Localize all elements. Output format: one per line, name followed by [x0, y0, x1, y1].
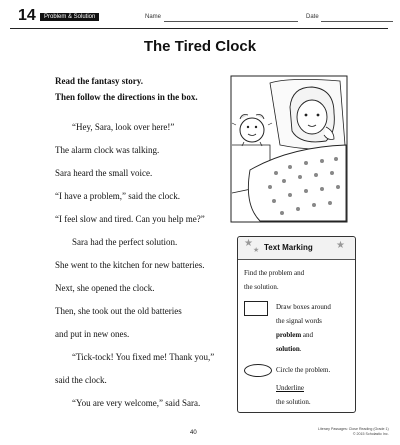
- footer-page-number: 40: [190, 430, 197, 436]
- story-line: said the clock.: [55, 375, 107, 385]
- story-line: “Tick-tock! You fixed me! Thank you,”: [72, 352, 215, 362]
- story-illustration: [230, 75, 348, 223]
- box-direction-line-2: the signal words: [276, 317, 322, 325]
- box-symbol: [244, 301, 268, 316]
- footer-credit-line-2: © 2015 Scholastic Inc.: [352, 432, 389, 436]
- signal-word-problem: problem: [276, 331, 302, 339]
- worksheet-header: [8, 7, 392, 26]
- page-title: The Tired Clock: [143, 38, 257, 55]
- underline-direction: the solution.: [276, 398, 311, 406]
- section-label: Problem & Solution: [40, 13, 99, 21]
- star-icon: ★: [253, 246, 260, 254]
- story-line: She went to the kitchen for new batteries.: [55, 260, 205, 270]
- name-line[interactable]: [164, 21, 298, 22]
- star-icon: ★: [336, 240, 345, 251]
- story-line: Sara heard the small voice.: [55, 168, 153, 178]
- and-word: and: [301, 331, 314, 339]
- instruction-line-2: the solution.: [244, 283, 279, 291]
- intro-line-2: Then follow the directions in the box.: [55, 92, 198, 102]
- footer-credit-line-1: Literary Passages: Close Reading (Grade 1): [318, 427, 389, 431]
- intro-line-1: Read the fantasy story.: [55, 76, 143, 86]
- story-line: “Hey, Sara, look over here!”: [72, 122, 175, 132]
- circle-direction: Circle the problem.: [276, 366, 331, 374]
- signal-words-line-1: [276, 331, 313, 339]
- underline-word: Underline: [276, 384, 304, 392]
- story-line: “I feel slow and tired. Can you help me?”: [55, 214, 205, 224]
- story-line: “I have a problem,” said the clock.: [55, 191, 180, 201]
- name-label: Name: [145, 14, 162, 20]
- star-icon: ★: [244, 238, 253, 249]
- period: .: [299, 345, 302, 353]
- signal-word-solution: solution: [276, 345, 300, 353]
- instruction-line-1: Find the problem and: [244, 269, 305, 277]
- page-number: 14: [18, 7, 36, 24]
- header-rule: [10, 28, 388, 29]
- date-line[interactable]: [321, 21, 393, 22]
- text-marking-header: [238, 237, 355, 260]
- footer-credit: [318, 427, 389, 437]
- box-direction-line-1: Draw boxes around: [276, 303, 331, 311]
- text-marking-title: Text Marking: [264, 243, 313, 252]
- story-line: Then, she took out the old batteries: [55, 306, 182, 316]
- circle-symbol: [244, 364, 272, 377]
- story-line: Next, she opened the clock.: [55, 283, 155, 293]
- story-line: and put in new ones.: [55, 329, 130, 339]
- story-line: “You are very welcome,” said Sara.: [72, 398, 201, 408]
- story-line: Sara had the perfect solution.: [72, 237, 178, 247]
- signal-words-line-2: [276, 345, 301, 353]
- text-marking-box: [237, 236, 356, 413]
- date-label: Date: [306, 14, 319, 20]
- story-line: The alarm clock was talking.: [55, 145, 160, 155]
